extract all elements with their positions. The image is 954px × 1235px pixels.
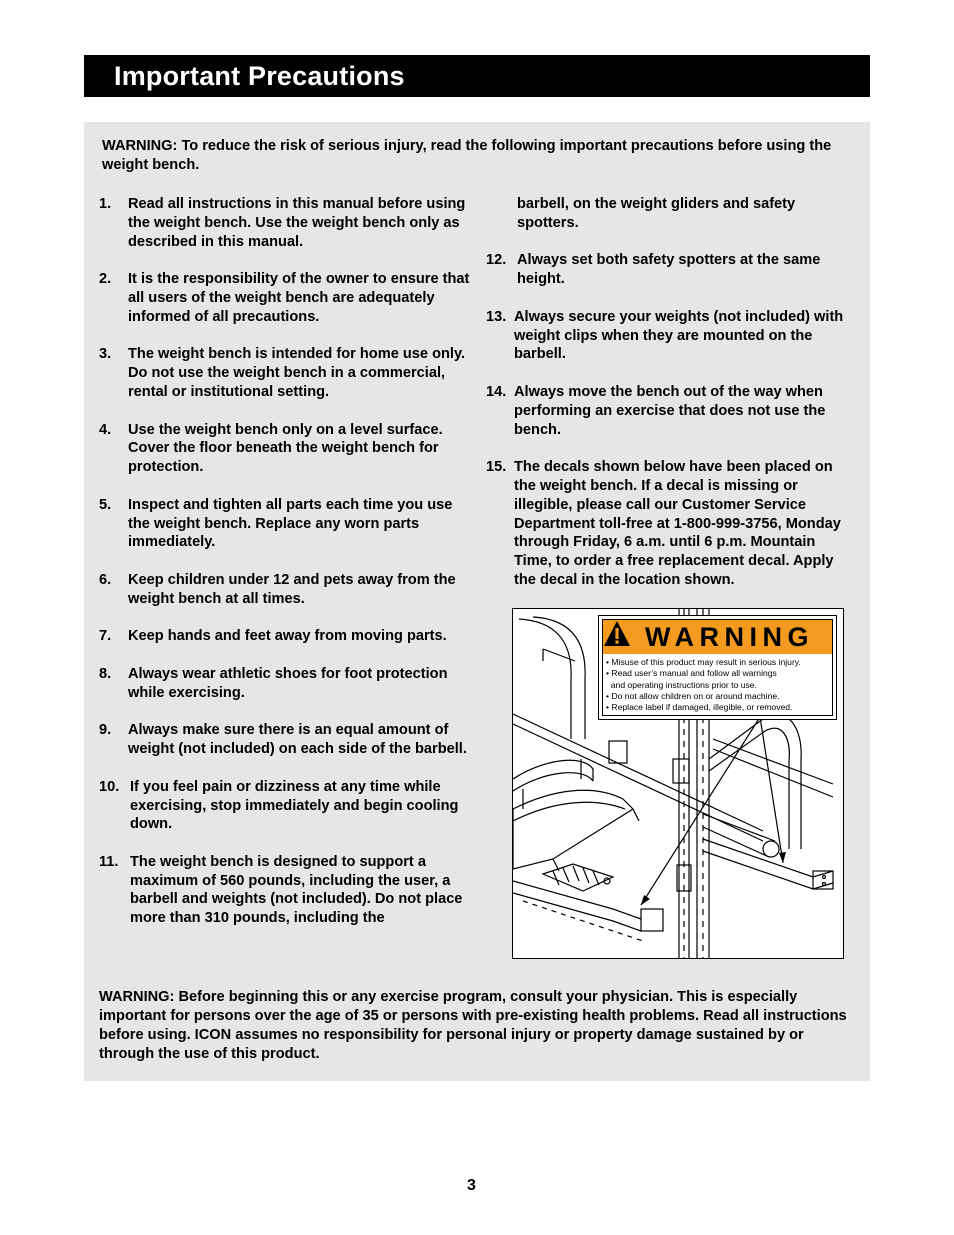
precaution-text: Always set both safety spotters at the same height.: [517, 252, 821, 288]
precaution-item: [99, 270, 471, 326]
precaution-text: Always secure your weights (not included) with weight clips when they are mounted on the barbell.: [514, 308, 844, 363]
precaution-item: [99, 627, 471, 646]
precaution-text: The weight bench is intended for home use only. Do not use the weight bench in a commercial, rental or institutional setting.: [128, 346, 466, 400]
precaution-item: [99, 721, 471, 759]
precaution-number: 14.: [486, 383, 507, 400]
precaution-text: barbell, on the weight gliders and safety spotters.: [517, 196, 796, 231]
warning-intro: WARNING: To reduce the risk of serious injury, read the following important precautions before using the weight bench.: [102, 138, 832, 173]
precaution-item: [486, 458, 854, 590]
precaution-number: 9.: [99, 722, 112, 739]
precaution-number: 3.: [99, 346, 112, 363]
warning-triangle-icon: [603, 620, 631, 647]
precaution-item: [99, 345, 471, 401]
warning-decal-text: [606, 657, 830, 713]
precaution-item: [99, 195, 471, 251]
warning-decal-heading: WARNING: [645, 622, 814, 652]
precaution-item: [99, 496, 471, 552]
warning-decal: [598, 615, 837, 720]
precaution-item: [99, 778, 471, 834]
precaution-text: Always make sure there is an equal amount of weight (not included) on each side of the barbell.: [128, 722, 467, 758]
precaution-number: 11.: [99, 853, 119, 870]
decal-line: • Replace label if damaged, illegible, or removed.: [606, 702, 793, 713]
precaution-number: 15.: [486, 459, 507, 476]
decal-location-figure: [512, 608, 844, 959]
precaution-number: 4.: [99, 421, 112, 438]
precaution-text: Keep hands and feet away from moving parts.: [128, 628, 447, 645]
precaution-text: It is the responsibility of the owner to ensure that all users of the weight bench are adequately informed of all precautions.: [128, 271, 470, 325]
decal-line: • Read user’s manual and follow all warnings: [606, 668, 777, 679]
precaution-item: [99, 421, 471, 477]
precaution-text: Read all instructions in this manual before using the weight bench. Use the weight bench only as described in this manual.: [128, 196, 466, 250]
precaution-item: [99, 853, 471, 928]
precaution-item: [486, 308, 854, 364]
precaution-text: Always wear athletic shoes for foot protection while exercising.: [128, 665, 448, 701]
decal-line: • Do not allow children on or around machine.: [606, 690, 780, 701]
precautions-column-right: [486, 195, 854, 609]
precautions-column-left: [99, 195, 471, 947]
precaution-number: 6.: [99, 571, 112, 588]
precaution-item: [486, 251, 854, 289]
warning-decal-header: [603, 620, 832, 654]
precaution-item: [99, 665, 471, 703]
precaution-text: Inspect and tighten all parts each time you use the weight bench. Replace any worn parts immediately.: [128, 496, 453, 551]
decal-line: and operating instructions prior to use.: [606, 679, 757, 690]
precaution-text: If you feel pain or dizziness at any time while exercising, stop immediately and begin cooling down.: [130, 778, 459, 833]
precaution-item-continued: [486, 195, 854, 233]
precaution-number: 2.: [99, 271, 112, 288]
page-title: Important Precautions: [114, 61, 405, 91]
precaution-text: The weight bench is designed to support a maximum of 560 pounds, including the user, a barbell and weights (not included). Do not place more than 310 pounds, including the: [130, 853, 463, 927]
precaution-text: Use the weight bench only on a level surface. Cover the floor beneath the weight bench for protection.: [128, 421, 443, 476]
warning-footer: WARNING: Before beginning this or any exercise program, consult your physician. This is especially important for persons over the age of 35 or persons with pre-existing health problems. Read all instructions before using. ICON assumes no responsibility for personal injury or property damage sustained by or through the use of this product.: [99, 989, 847, 1062]
precaution-number: 7.: [99, 628, 112, 645]
precaution-number: 13.: [486, 308, 507, 325]
warning-decal-border: [602, 619, 833, 716]
precaution-number: 12.: [486, 252, 507, 269]
precaution-number: 5.: [99, 496, 112, 513]
precaution-number: 8.: [99, 665, 112, 682]
precaution-item: [486, 383, 854, 439]
precaution-text: The decals shown below have been placed on the weight bench. If a decal is missing or illegible, please call our Customer Service Department toll-free at 1-800-999-3756, Monday through Friday, 6 a.m. until 6 p.m. Mountain Time, to order a free replacement decal. Apply the decal in the location shown.: [514, 459, 841, 588]
decal-line: • Misuse of this product may result in serious injury.: [606, 657, 801, 667]
precaution-number: 10.: [99, 778, 120, 795]
precaution-text: Always move the bench out of the way when performing an exercise that does not use the bench.: [514, 383, 826, 438]
precaution-number: 1.: [99, 196, 112, 212]
title-bar: [84, 55, 870, 97]
precaution-item: [99, 571, 471, 609]
precaution-text: Keep children under 12 and pets away from the weight bench at all times.: [128, 571, 456, 607]
page-number: 3: [467, 1177, 476, 1194]
